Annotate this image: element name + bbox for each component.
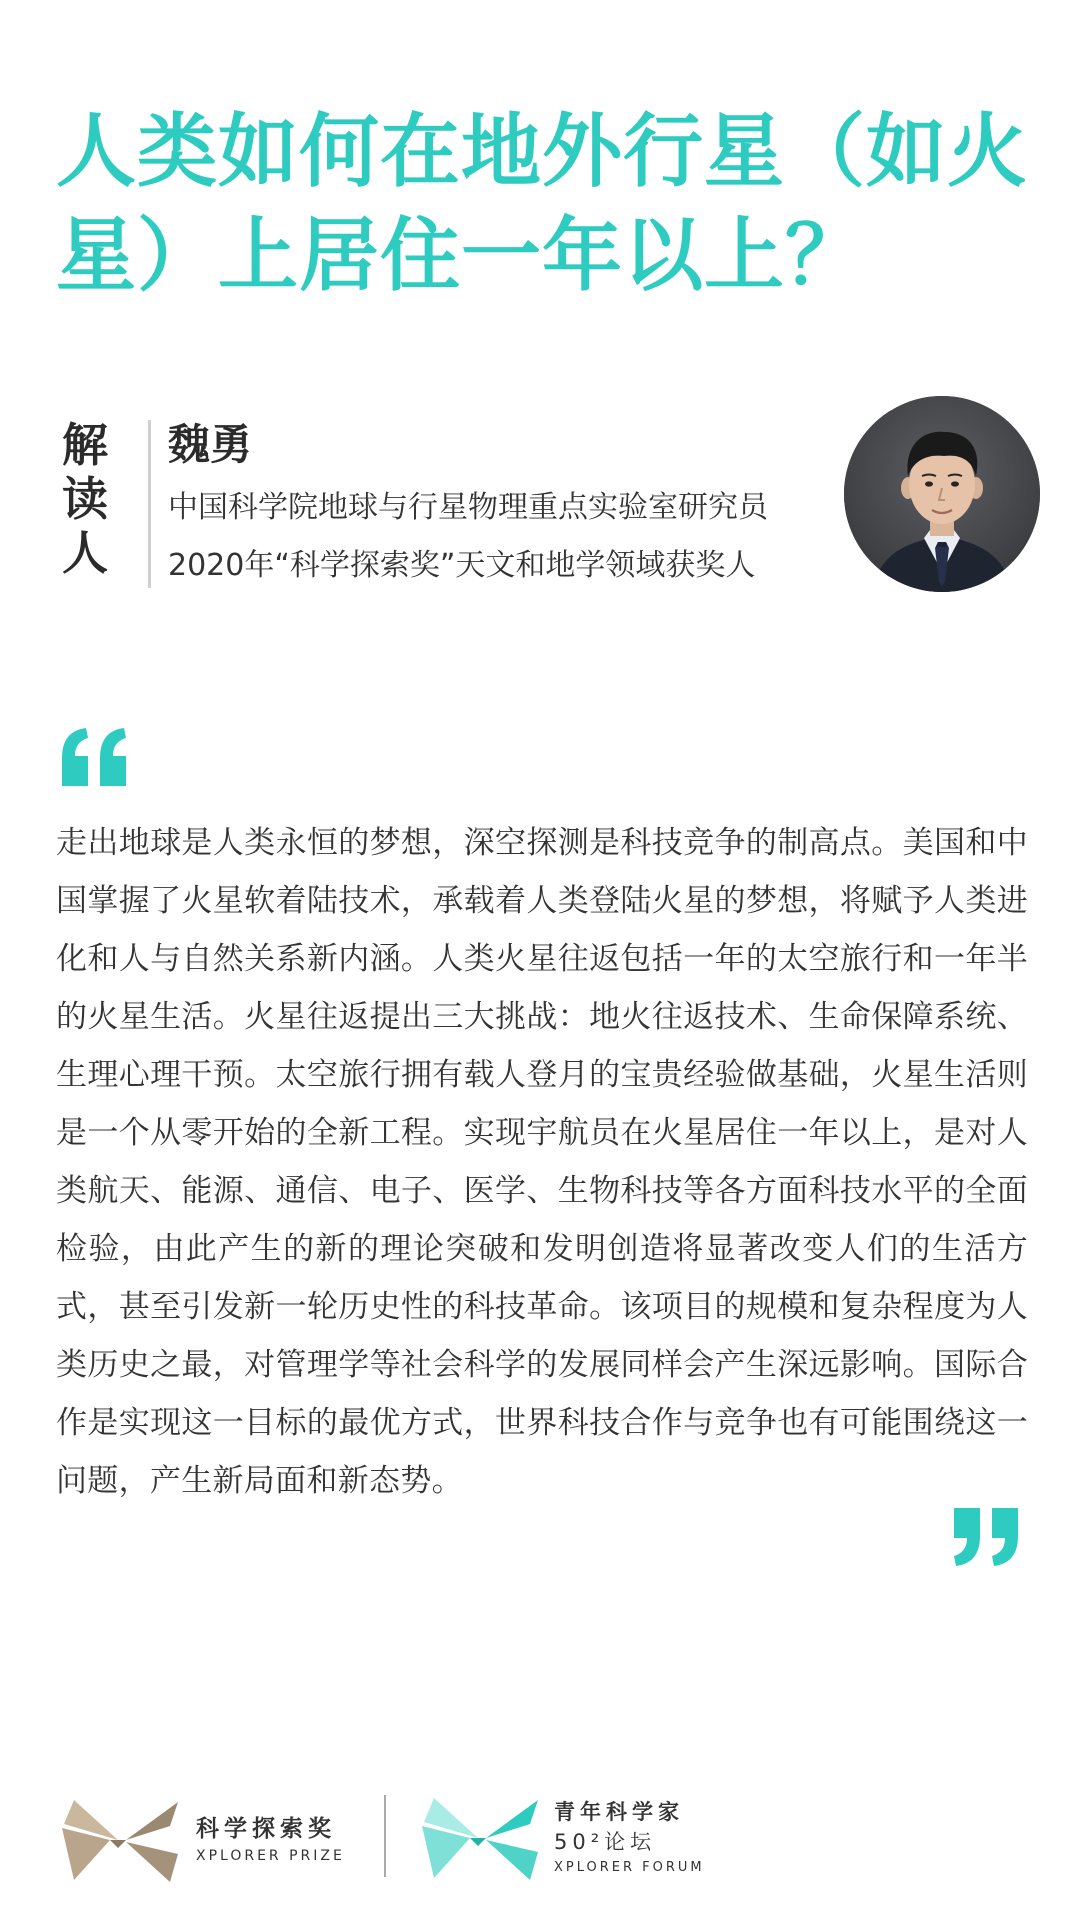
xplorer-prize-cn: 科学探索奖 xyxy=(196,1816,336,1842)
xplorer-forum-number: 50²论坛 xyxy=(554,1830,657,1854)
xplorer-forum-logo xyxy=(420,1790,760,1890)
interpreter-label xyxy=(58,418,112,580)
interpreter-label-char: 人 xyxy=(62,526,108,580)
xplorer-forum-cn: 青年科学家 xyxy=(554,1800,684,1824)
footer-divider xyxy=(384,1795,386,1877)
interpreter-label-char: 解 xyxy=(62,418,108,472)
xplorer-forum-en: XPLORER FORUM xyxy=(554,1860,705,1875)
page-title xyxy=(56,100,1036,308)
quote-body: 走出地球是人类永恒的梦想，深空探测是科技竞争的制高点。美国和中国掌握了火星软着陆技术，承载着人类登陆火星的梦想，将赋予人类进化和人与自然关系新内涵。人类火星往返包括一年的太空旅行和一年半的火星生活。火星往返提出三大挑战：地火往返技术、生命保障系统、生理心理干预。太空旅行拥有载人登月的宝贵经验做基础，火星生活则是一个从零开始的全新工程。实现宇航员在火星居住一年以上，是对人类航天、能源、通信、电子、医学、生物科技等各方面科技水平的全面检验，由此产生的新的理论突破和发明创造将显著改变人们的生活方式，甚至引发新一轮历史性的科技革命。该项目的规模和复杂程度为人类历史之最，对管理学等社会科学的发展同样会产生深远影响。国际合作是实现这一目标的最优方式，世界科技合作与竞争也有可能围绕这一问题，产生新局面和新态势。 xyxy=(56,825,1028,1499)
portrait-illustration xyxy=(844,396,1040,592)
title-line-1: 人类如何在地外行星（如火 xyxy=(56,105,1028,198)
title-line-2: 星）上居住一年以上？ xyxy=(56,209,866,302)
xplorer-forum-mark-icon xyxy=(420,1794,540,1884)
interpreter-divider xyxy=(148,420,151,588)
xplorer-prize-logo xyxy=(60,1790,380,1890)
speaker-position: 中国科学院地球与行星物理重点实验室研究员 xyxy=(168,490,768,525)
interpreter-label-char: 读 xyxy=(62,472,108,526)
speaker-avatar xyxy=(844,396,1040,592)
speaker-award: 2020年“科学探索奖”天文和地学领域获奖人 xyxy=(168,548,756,583)
close-quote-icon xyxy=(950,1508,1022,1570)
speaker-name: 魏勇 xyxy=(168,420,253,469)
xplorer-prize-mark-icon xyxy=(60,1796,180,1886)
xplorer-prize-en: XPLORER PRIZE xyxy=(196,1848,345,1864)
footer-logos xyxy=(60,1790,760,1890)
open-quote-icon xyxy=(58,728,130,790)
